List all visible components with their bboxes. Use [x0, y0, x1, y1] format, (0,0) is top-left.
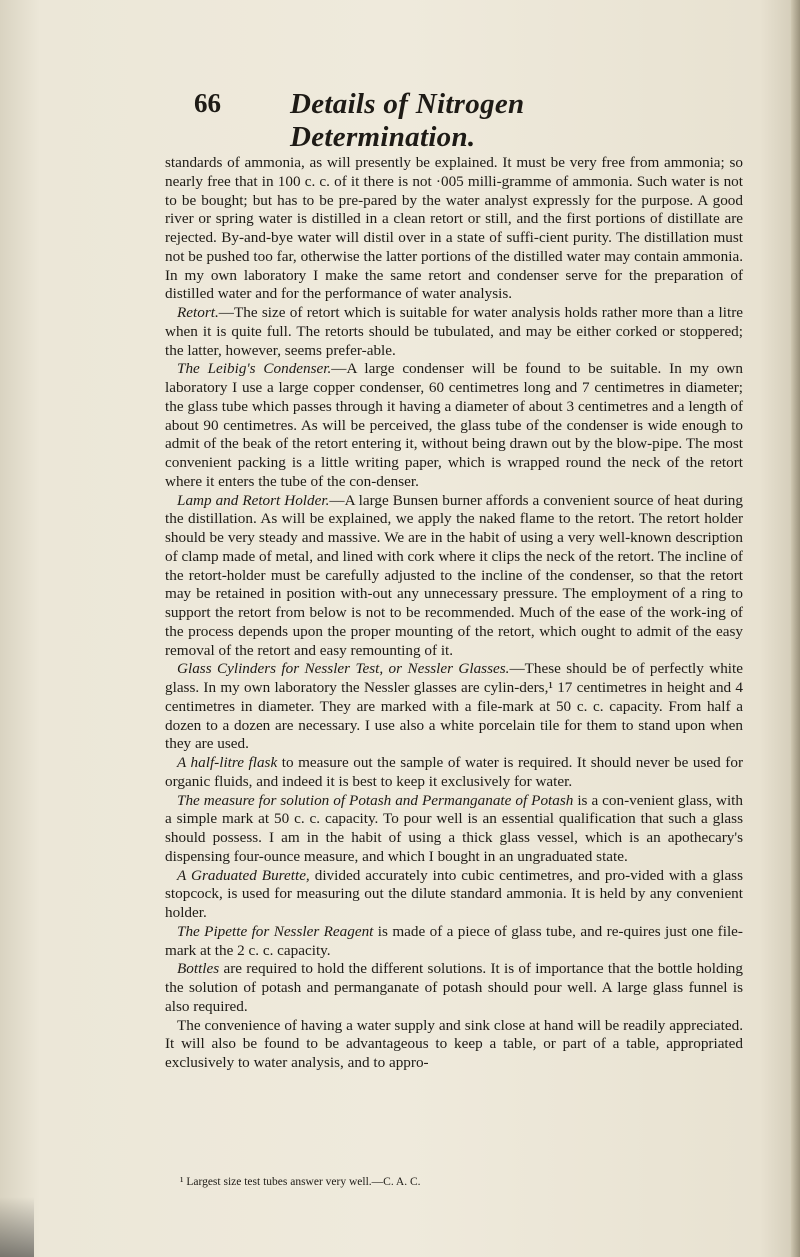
paragraph-heading: A half-litre flask	[177, 754, 278, 771]
paragraph-heading: The Pipette for Nessler Reagent	[177, 922, 374, 940]
paragraph-measure	[165, 792, 743, 867]
paragraph-water-supply	[165, 1017, 743, 1073]
paragraph-condenser	[165, 360, 743, 491]
paragraph-text: divided accurately into cubic centimetres, and pro-vided with a glass stopcock, is used for measuring out the dilute standard ammonia. It is held by any convenient holder.	[165, 866, 743, 921]
paragraph-flask	[165, 754, 743, 792]
paragraph-heading: Retort.	[177, 304, 219, 321]
paragraph-text: —These should be of perfectly white glass. In my own laboratory the Nessler glasses are cylin-ders,¹ 17 centimetres in height and 4 centimetres in diameter. They are marked with a file-mark at 50 c. c. capacity. From half a dozen to a dozen are necessary. I use also a white porcelain tile for them to stand upon when they are used.	[165, 660, 743, 753]
binding-shadow	[0, 1197, 34, 1257]
page-edge-shadow	[791, 0, 800, 1257]
running-title: Details of Nitrogen Determination.	[290, 88, 525, 153]
footnote: ¹ Largest size test tubes answer very well.—C. A. C.	[180, 1176, 421, 1188]
paragraph-text: to measure out the sample of water is required. It should never be used for organic fluids, and indeed it is best to keep it exclusively for water.	[165, 754, 743, 790]
paragraph-lamp-holder	[165, 492, 743, 661]
paragraph-text: is a con-venient glass, with a simple mark at 50 c. c. capacity. To pour well is an essential qualification that such a glass should possess. I am in the habit of using a thick glass vessel, which is an apothecary's dispensing four-ounce measure, and which I bought in an ungraduated state.	[165, 791, 743, 865]
paragraph-bottles	[165, 960, 743, 1016]
paragraph-pipette	[165, 923, 743, 961]
page-header	[194, 88, 714, 153]
page-number: 66	[194, 88, 221, 118]
paragraph-burette	[165, 867, 743, 923]
paragraph-heading: Bottles	[177, 960, 220, 978]
paragraph-text: The convenience of having a water supply and sink close at hand will be readily appreciated. It will also be found to be advantageous to keep a table, or part of a table, appropriated exclusively to water analysis, and to appro-	[165, 1016, 743, 1071]
paragraph-nessler-glasses	[165, 660, 743, 754]
paragraph-text: —The size of retort which is suitable for water analysis holds rather more than a litre when it is quite full. The retorts should be tubulated, and may be either corked or stoppered; the latter, however, seems prefer-able.	[165, 304, 743, 359]
paragraph-text: —A large Bunsen burner affords a convenient source of heat during the distillation. As will be explained, we apply the naked flame to the retort. The retort holder should be very steady and massive. We are in the habit of using a very well-known description of clamp made of metal, and lined with cork where it clips the neck of the retort. The incline of the retort-holder must be carefully adjusted to the incline of the condenser, so that the retort may be retained in position with-out any unnecessary pressure. The employment of a ring to support the retort from below is not to be recommended. Much of the ease of the work-ing of the process depends upon the proper mounting of the retort, which ought to admit of the easy removal of the retort and easy remounting of it.	[165, 491, 743, 659]
body-text	[165, 154, 743, 1073]
paragraph-text: are required to hold the different solutions. It is of importance that the bottle holding the solution of potash and permanganate of potash should pour well. A large glass funnel is also required.	[165, 960, 743, 1015]
paragraph-retort	[165, 304, 743, 360]
paragraph-intro	[165, 154, 743, 304]
paragraph-heading: Lamp and Retort Holder.	[177, 491, 330, 509]
paragraph-heading: A Graduated Burette,	[177, 866, 310, 884]
paragraph-heading: The measure for solution of Potash and Permanganate of Potash	[177, 791, 574, 809]
paragraph-heading: Glass Cylinders for Nessler Test, or Nessler Glasses.	[177, 660, 510, 678]
paragraph-heading: The Leibig's Condenser.	[177, 360, 332, 378]
paragraph-text: standards of ammonia, as will presently be explained. It must be very free from ammonia; so nearly free that in 100 c. c. of it there is not ·005 milli-gramme of ammonia. Such water is not to be bought; but has to be pre-pared by the water analyst expressly for the purpose. A good river or spring water is distilled in a clean retort or still, and the first portions of distillate are rejected. By-and-bye water will distil over in a state of suffi-cient purity. The distillation must not be pushed too far, otherwise the latter portions of the distilled water may contain ammonia. In my own laboratory I make the same retort and condenser serve for the preparation of distilled water and for the performance of water analysis.	[165, 154, 743, 303]
paragraph-text: —A large condenser will be found to be suitable. In my own laboratory I use a large copper condenser, 60 centimetres long and 7 centimetres in diameter; the glass tube which passes through it having a diameter of about 3 centimetres and a length of about 90 centimetres. As will be perceived, the glass tube of the condenser is wide enough to admit of the beak of the retort entering it, without being drawn out by the blow-pipe. The most convenient packing is a little writing paper, which is wrapped round the neck of the retort where it enters the tube of the con-denser.	[165, 360, 743, 490]
paragraph-text: is made of a piece of glass tube, and re-quires just one file-mark at the 2 c. c. capacity.	[165, 922, 743, 959]
